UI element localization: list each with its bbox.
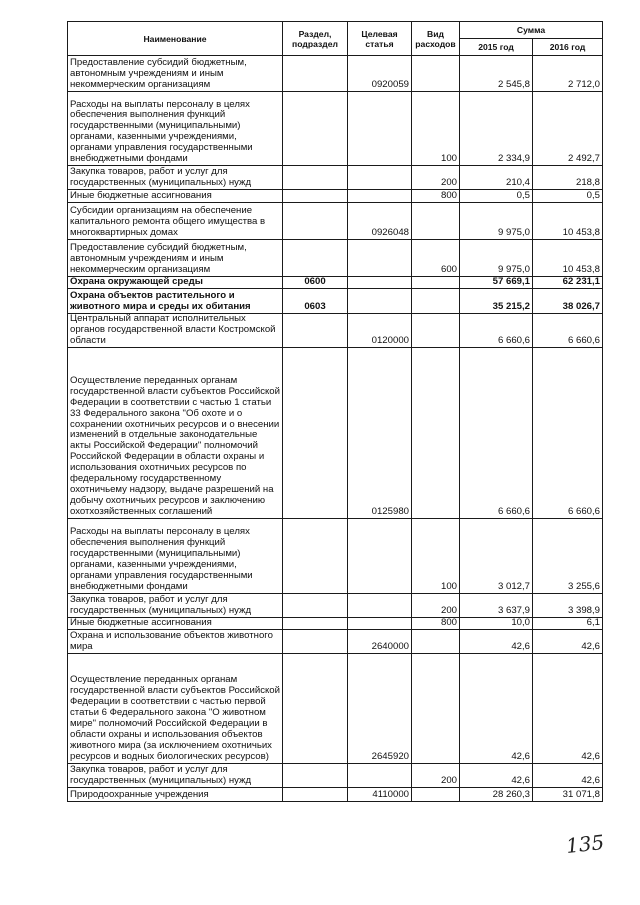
row-amount-2016: 42,6 bbox=[533, 653, 603, 763]
table-row bbox=[68, 787, 603, 801]
table-row bbox=[68, 617, 603, 629]
row-amount-2015: 6 660,6 bbox=[460, 314, 533, 348]
row-target-code: 0920059 bbox=[348, 56, 412, 92]
table-row bbox=[68, 763, 603, 787]
row-name: Закупка товаров, работ и услуг для государственных (муниципальных) нужд bbox=[68, 166, 283, 190]
row-expense-type: 800 bbox=[412, 617, 460, 629]
row-amount-2015: 210,4 bbox=[460, 166, 533, 190]
row-expense-type bbox=[412, 203, 460, 240]
row-amount-2016: 6,1 bbox=[533, 617, 603, 629]
row-target-code bbox=[348, 240, 412, 277]
row-target-code bbox=[348, 763, 412, 787]
row-amount-2016: 31 071,8 bbox=[533, 787, 603, 801]
table-row bbox=[68, 347, 603, 518]
row-expense-type bbox=[412, 289, 460, 314]
column-header-expense-type: Вид расходов bbox=[412, 22, 460, 56]
row-amount-2015: 57 669,1 bbox=[460, 277, 533, 289]
table-row bbox=[68, 289, 603, 314]
table-row bbox=[68, 56, 603, 92]
column-header-2015: 2015 год bbox=[460, 39, 533, 56]
column-header-2016: 2016 год bbox=[533, 39, 603, 56]
row-name: Охрана и использование объектов животного мира bbox=[68, 629, 283, 653]
row-name: Расходы на выплаты персоналу в целях обеспечения выполнения функций государственными (муниципальными) органами, казенными учреждениями, органами управления государственными внебюджетными фондами bbox=[68, 92, 283, 166]
table-row bbox=[68, 166, 603, 190]
row-section-code bbox=[283, 347, 348, 518]
row-amount-2016: 10 453,8 bbox=[533, 203, 603, 240]
row-name: Иные бюджетные ассигнования bbox=[68, 190, 283, 203]
row-expense-type bbox=[412, 787, 460, 801]
row-amount-2015: 0,5 bbox=[460, 190, 533, 203]
table-row bbox=[68, 240, 603, 277]
row-target-code bbox=[348, 190, 412, 203]
row-section-code bbox=[283, 166, 348, 190]
table-row bbox=[68, 314, 603, 348]
row-target-code bbox=[348, 289, 412, 314]
row-target-code bbox=[348, 166, 412, 190]
row-section-code bbox=[283, 92, 348, 166]
column-header-name: Наименование bbox=[68, 22, 283, 56]
row-target-code: 4110000 bbox=[348, 787, 412, 801]
row-section-code bbox=[283, 240, 348, 277]
page-number: 135 bbox=[564, 830, 606, 858]
row-target-code bbox=[348, 593, 412, 617]
row-amount-2016: 0,5 bbox=[533, 190, 603, 203]
row-amount-2016: 218,8 bbox=[533, 166, 603, 190]
budget-table bbox=[67, 21, 603, 802]
table-row bbox=[68, 518, 603, 593]
row-amount-2015: 10,0 bbox=[460, 617, 533, 629]
row-target-code: 0120000 bbox=[348, 314, 412, 348]
row-expense-type: 200 bbox=[412, 166, 460, 190]
row-section-code bbox=[283, 56, 348, 92]
table-row bbox=[68, 653, 603, 763]
row-amount-2016: 42,6 bbox=[533, 629, 603, 653]
row-target-code: 0926048 bbox=[348, 203, 412, 240]
row-expense-type: 800 bbox=[412, 190, 460, 203]
row-name: Предоставление субсидий бюджетным, автономным учреждениям и иным некоммерческим организациям bbox=[68, 56, 283, 92]
row-amount-2016: 6 660,6 bbox=[533, 347, 603, 518]
row-target-code bbox=[348, 277, 412, 289]
row-expense-type bbox=[412, 277, 460, 289]
row-amount-2015: 9 975,0 bbox=[460, 240, 533, 277]
row-amount-2016: 62 231,1 bbox=[533, 277, 603, 289]
row-name: Предоставление субсидий бюджетным, автономным учреждениям и иным некоммерческим организациям bbox=[68, 240, 283, 277]
table-row bbox=[68, 593, 603, 617]
row-amount-2016: 10 453,8 bbox=[533, 240, 603, 277]
row-name: Охрана окружающей среды bbox=[68, 277, 283, 289]
row-expense-type: 100 bbox=[412, 518, 460, 593]
row-expense-type bbox=[412, 653, 460, 763]
row-target-code bbox=[348, 617, 412, 629]
row-expense-type: 200 bbox=[412, 763, 460, 787]
row-expense-type bbox=[412, 629, 460, 653]
table-row bbox=[68, 629, 603, 653]
column-header-section: Раздел, подраздел bbox=[283, 22, 348, 56]
row-target-code: 2645920 bbox=[348, 653, 412, 763]
row-target-code: 2640000 bbox=[348, 629, 412, 653]
row-amount-2015: 42,6 bbox=[460, 629, 533, 653]
row-amount-2015: 3 637,9 bbox=[460, 593, 533, 617]
column-header-sum: Сумма bbox=[460, 22, 603, 39]
row-section-code bbox=[283, 518, 348, 593]
row-name: Природоохранные учреждения bbox=[68, 787, 283, 801]
row-amount-2016: 3 398,9 bbox=[533, 593, 603, 617]
row-expense-type bbox=[412, 314, 460, 348]
row-amount-2015: 6 660,6 bbox=[460, 347, 533, 518]
row-amount-2016: 42,6 bbox=[533, 763, 603, 787]
row-target-code bbox=[348, 92, 412, 166]
row-name: Охрана объектов растительного и животного мира и среды их обитания bbox=[68, 289, 283, 314]
column-header-target: Целевая статья bbox=[348, 22, 412, 56]
table-row bbox=[68, 277, 603, 289]
row-amount-2015: 42,6 bbox=[460, 653, 533, 763]
row-section-code bbox=[283, 617, 348, 629]
table-body bbox=[68, 56, 603, 802]
row-target-code: 0125980 bbox=[348, 347, 412, 518]
row-amount-2015: 28 260,3 bbox=[460, 787, 533, 801]
row-section-code bbox=[283, 787, 348, 801]
row-amount-2016: 2 712,0 bbox=[533, 56, 603, 92]
row-amount-2015: 9 975,0 bbox=[460, 203, 533, 240]
row-section-code: 0603 bbox=[283, 289, 348, 314]
row-section-code bbox=[283, 314, 348, 348]
row-section-code bbox=[283, 593, 348, 617]
row-amount-2015: 3 012,7 bbox=[460, 518, 533, 593]
table-row bbox=[68, 190, 603, 203]
row-target-code bbox=[348, 518, 412, 593]
table-row bbox=[68, 92, 603, 166]
row-name: Расходы на выплаты персоналу в целях обеспечения выполнения функций государственными (муниципальными) органами, казенными учреждениями, органами управления государственными внебюджетными фондами bbox=[68, 518, 283, 593]
row-amount-2015: 2 334,9 bbox=[460, 92, 533, 166]
row-amount-2015: 35 215,2 bbox=[460, 289, 533, 314]
row-expense-type bbox=[412, 56, 460, 92]
row-expense-type: 100 bbox=[412, 92, 460, 166]
row-amount-2016: 6 660,6 bbox=[533, 314, 603, 348]
row-section-code bbox=[283, 763, 348, 787]
row-name: Закупка товаров, работ и услуг для государственных (муниципальных) нужд bbox=[68, 593, 283, 617]
row-name: Осуществление переданных органам государственной власти субъектов Российской Федерации в соответствии с частью первой статьи 6 Федерального закона "О животном мире" полномочий Российской Федерации в области охраны и использования объектов животного мира (за исключением охотничьих ресурсов и водных биологических ресурсов) bbox=[68, 653, 283, 763]
table-header bbox=[68, 22, 603, 56]
row-section-code bbox=[283, 203, 348, 240]
table-row bbox=[68, 203, 603, 240]
row-amount-2016: 3 255,6 bbox=[533, 518, 603, 593]
row-amount-2016: 2 492,7 bbox=[533, 92, 603, 166]
row-expense-type bbox=[412, 347, 460, 518]
row-name: Закупка товаров, работ и услуг для государственных (муниципальных) нужд bbox=[68, 763, 283, 787]
row-name: Центральный аппарат исполнительных органов государственной власти Костромской области bbox=[68, 314, 283, 348]
row-section-code bbox=[283, 629, 348, 653]
row-section-code: 0600 bbox=[283, 277, 348, 289]
row-amount-2015: 2 545,8 bbox=[460, 56, 533, 92]
row-amount-2015: 42,6 bbox=[460, 763, 533, 787]
row-section-code bbox=[283, 190, 348, 203]
row-expense-type: 600 bbox=[412, 240, 460, 277]
row-expense-type: 200 bbox=[412, 593, 460, 617]
row-name: Субсидии организациям на обеспечение капитального ремонта общего имущества в многоквартирных домах bbox=[68, 203, 283, 240]
row-amount-2016: 38 026,7 bbox=[533, 289, 603, 314]
row-section-code bbox=[283, 653, 348, 763]
row-name: Осуществление переданных органам государственной власти субъектов Российской Федерации в соответствии с частью 1 статьи 33 Федерального закона "Об охоте и о сохранении охотничьих ресурсов и о внесении изменений в отдельные законодательные акты Российской Федерации" полномочий Российской Федерации в области охраны и использования охотничьих ресурсов по федеральному государственному охотничьему надзору, выдаче разрешений на добычу охотничьих ресурсов и заключению охотхозяйственных соглашений bbox=[68, 347, 283, 518]
row-name: Иные бюджетные ассигнования bbox=[68, 617, 283, 629]
